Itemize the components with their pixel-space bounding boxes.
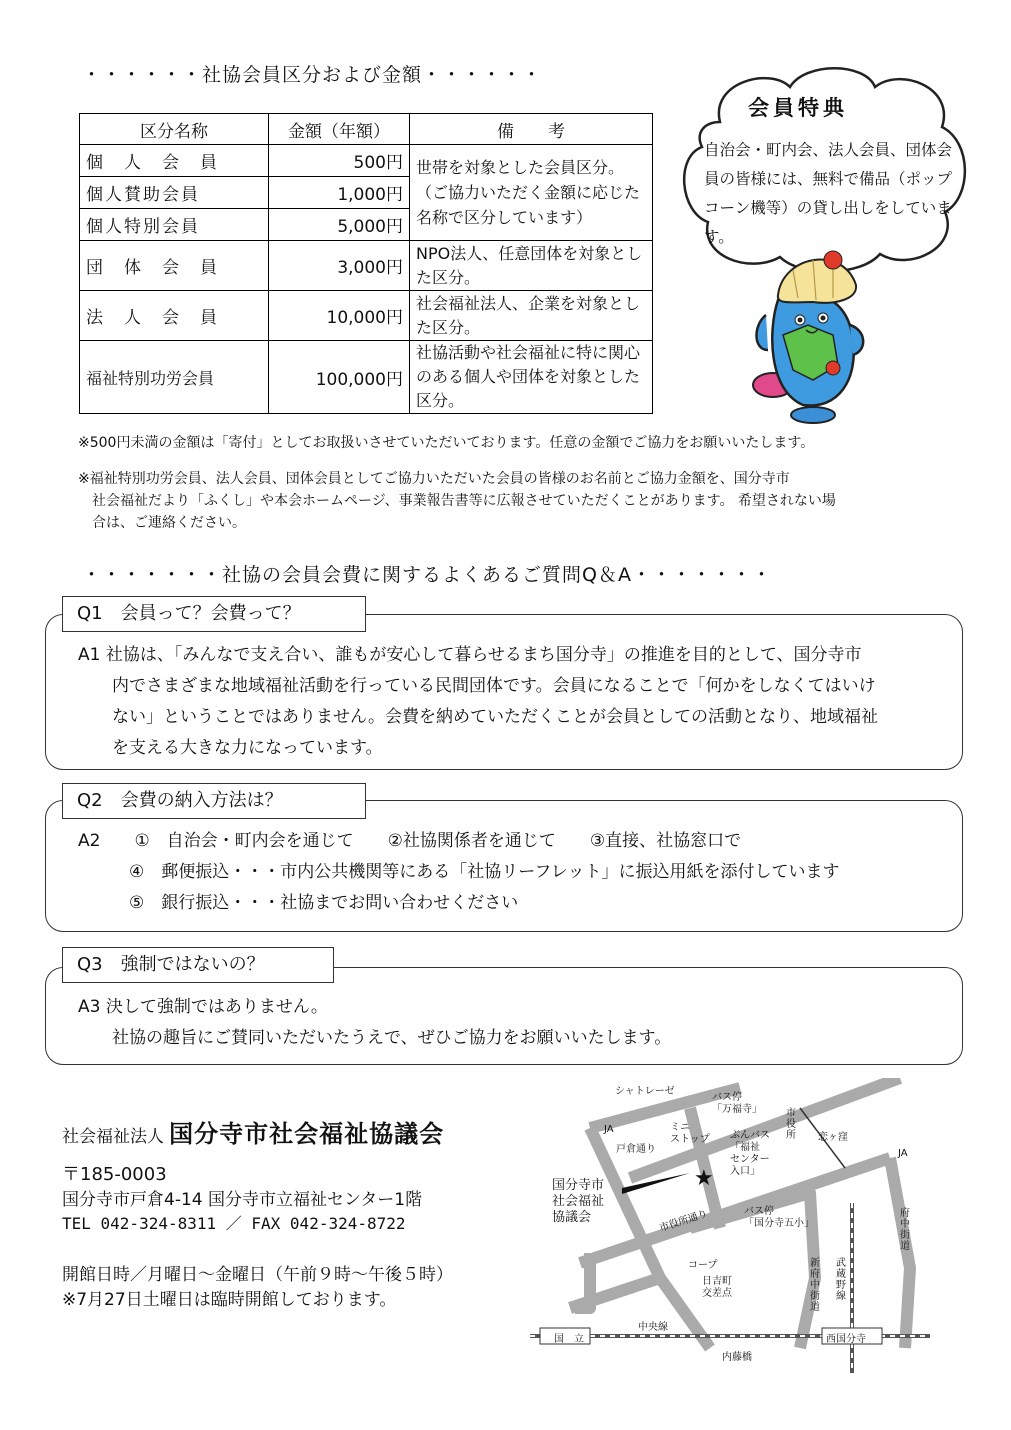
postal-code: 〒185‐0003 <box>62 1164 167 1185</box>
faq-question: Q3 強制ではないの？ <box>62 947 334 983</box>
map-label-musashino: 武 蔵 野 線 <box>836 1258 846 1302</box>
table-row-remark: 社協活動や社会福祉に特に関心のある個人や団体を対象とした区分。 <box>410 341 653 414</box>
table-header-amount: 金額（年額） <box>269 114 410 145</box>
table-row-remark: 社会福祉法人、企業を対象とした区分。 <box>410 291 653 341</box>
map-label-shinfuchu: 新 府 中 街 道 <box>810 1258 820 1313</box>
table-row-remark: NPO法人、任意団体を対象とした区分。 <box>410 241 653 291</box>
table-row-name: 団 体 会 員 <box>80 241 269 291</box>
map-label-ja: JA <box>898 1148 908 1159</box>
table-row-amount: 5,000円 <box>269 209 410 241</box>
table-row-amount: 100,000円 <box>269 341 410 414</box>
tel-fax: TEL 042-324-8311 ／ FAX 042-324-8722 <box>62 1214 406 1233</box>
map-label-hiyoshi: 日吉町 交差点 <box>702 1276 732 1299</box>
map-label-bus-5sho: バス停 「国分寺五小」 <box>744 1206 814 1229</box>
special-opening: ※7月27日土曜日は臨時開館しております。 <box>62 1290 397 1310</box>
faq-question: Q2 会費の納入方法は？ <box>62 783 366 819</box>
map-label-tokura: 戸倉通り <box>616 1144 656 1155</box>
map-label-bus-mampukuji: バス停 「万福寺」 <box>712 1092 762 1115</box>
faq-answer: A2 ① 自治会・町内会を通じて ②社協関係者を通じて ③直接、社協窓口で ④ 郵便振込・・・市内公共機関等にある「社協リーフレット」に振込用紙を添付しています ⑤ 銀行振込・・・社協までお問い合わせください <box>78 831 840 913</box>
benefit-text: 自治会・町内会、法人会員、団体会員の皆様には、無料で備品（ポップコーン機等）の貸し出しをしています。 <box>704 141 953 246</box>
section-title-faq: ・・・・・・・社協の会員会費に関するよくあるご質問Q＆A・・・・・・・ <box>82 564 772 586</box>
table-row-name: 個人賛助会員 <box>80 177 269 209</box>
map-label-chuo: 中央線 <box>638 1322 668 1333</box>
opening-hours: 開館日時／月曜日～金曜日（午前９時～午後５時） <box>62 1265 453 1285</box>
table-row-amount: 10,000円 <box>269 291 410 341</box>
map-label-org: 国分寺市 社会福祉 協議会 <box>552 1178 605 1225</box>
faq-answer: A1 社協は、「みんなで支え合い、誰もが安心して暮らせるまち国分寺」の推進を目的として、国分寺市 内でさまざまな地域福祉活動を行っている民間団体です。会員になることで「何かをしなくてはいけ ない」ということではありません。会費を納めていただくことが会員としての活動となり、地域福祉 を支える大きな力になっています。 <box>78 645 879 758</box>
map-label-koigakubo: 恋ヶ窪 <box>818 1132 848 1143</box>
faq-question: Q1 会員って？会費って？ <box>62 596 366 632</box>
map-label-nishikokubunji: 西国分寺 <box>826 1334 866 1345</box>
table-row-name: 個 人 会 員 <box>80 145 269 177</box>
table-row-remark: 世帯を対象とした会員区分。（ご協力いただく金額に応じた名称で区分しています） <box>410 145 653 241</box>
map-label-ja: JA <box>604 1124 614 1135</box>
map-label-naito: 内藤橋 <box>722 1352 752 1363</box>
map-label-fuchu: 府 中 街 道 <box>900 1208 910 1252</box>
access-map <box>530 1078 930 1378</box>
table-header-name: 区分名称 <box>80 114 269 145</box>
footer-org <box>62 1114 444 1149</box>
map-label-bunbus: ぶんバス 「福祉 センター 入口」 <box>730 1130 770 1177</box>
section-title-membership: ・・・・・・社協会員区分および金額・・・・・・ <box>82 64 543 86</box>
map-label-city-hall: 市 役 所 <box>786 1108 796 1141</box>
table-row-name: 福祉特別功労会員 <box>80 341 269 414</box>
org-prefix: 社会福祉法人 <box>62 1127 164 1147</box>
faq-answer: A3 決して強制ではありません。 社協の趣旨にご賛同いただいたうえで、ぜひご協力をお願いいたします。 <box>78 997 672 1048</box>
table-header-remarks: 備 考 <box>410 114 653 145</box>
map-label-mini-stop: ミニ ストップ <box>670 1122 710 1145</box>
org-name: 国分寺市社会福祉協議会 <box>169 1120 445 1148</box>
benefit-title: 会員特典 <box>748 96 848 120</box>
table-row-amount: 3,000円 <box>269 241 410 291</box>
svg-text:★: ★ <box>694 1166 714 1191</box>
membership-fee-table <box>79 113 653 414</box>
mascot-illustration <box>738 240 888 430</box>
note-donation: ※500円未満の金額は「寄付」としてお取扱いさせていただいております。任意の金額でご協力をお願いいたします。 <box>78 435 815 451</box>
table-row-name: 個人特別会員 <box>80 209 269 241</box>
address: 国分寺市戸倉4-14 国分寺市立福祉センター1階 <box>62 1190 423 1210</box>
table-row-name: 法 人 会 員 <box>80 291 269 341</box>
map-label-shiyakusho-dori: 市役所通り <box>658 1208 710 1235</box>
table-row-amount: 1,000円 <box>269 177 410 209</box>
map-label-kunitachi: 国 立 <box>554 1334 584 1345</box>
table-row-amount: 500円 <box>269 145 410 177</box>
note-publicity: ※福祉特別功労会員、法人会員、団体会員としてご協力いただいた会員の皆様のお名前とご協力金額を、国分寺市 社会福祉だより「ふくし」や本会ホームページ、事業報告書等に広報させていただくことがあります。 希望されない場 合は、ご連絡ください。 <box>78 471 836 531</box>
map-label-coop: コープ <box>688 1260 718 1271</box>
map-label-chateraise: シャトレーゼ <box>615 1086 675 1097</box>
